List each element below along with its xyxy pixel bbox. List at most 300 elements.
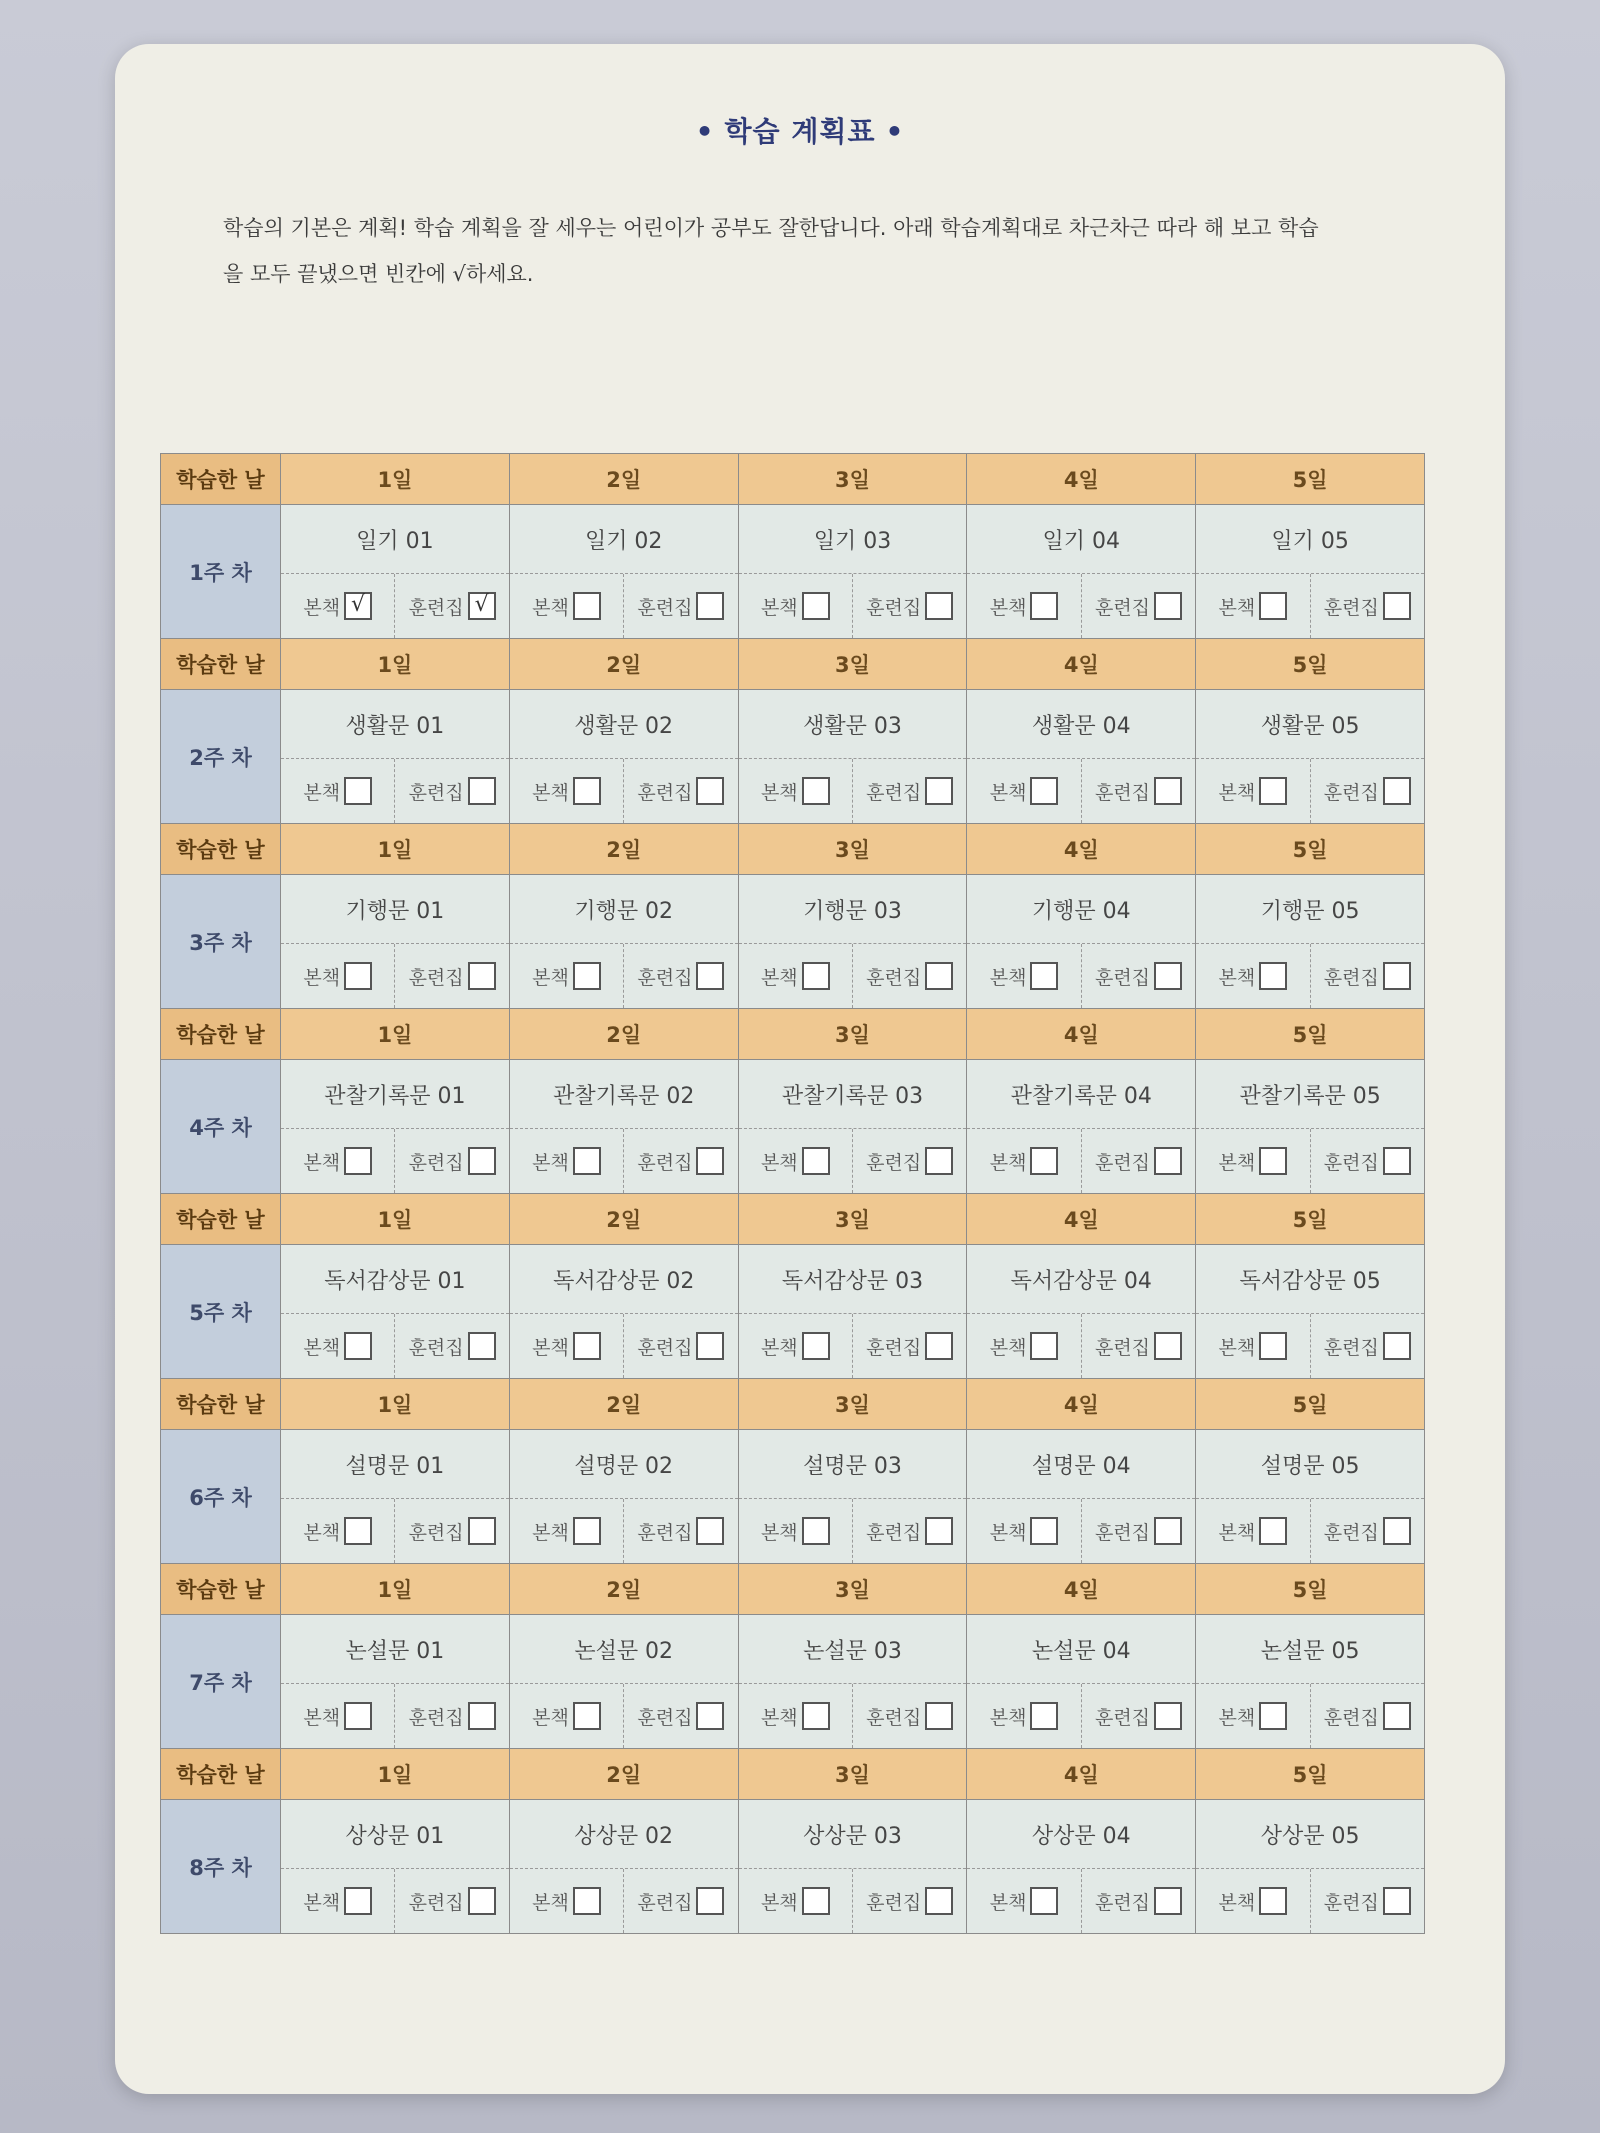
book-label: 본책 [989, 966, 1027, 989]
book-checkbox[interactable] [344, 1702, 372, 1730]
workbook-check-item [623, 944, 737, 1008]
book-check-item [1196, 1869, 1309, 1933]
check-pair [510, 1869, 738, 1933]
workbook-label: 훈련집 [637, 1336, 693, 1359]
lesson-title: 논설문 02 [509, 1615, 738, 1684]
lesson-title: 설명문 02 [509, 1430, 738, 1499]
workbook-checkbox[interactable] [925, 1517, 953, 1545]
book-checkbox[interactable] [1030, 962, 1058, 990]
book-check-item [967, 1499, 1080, 1563]
check-pair [281, 1129, 509, 1193]
workbook-check-item [1081, 1499, 1195, 1563]
workbook-checkbox[interactable] [1383, 1887, 1411, 1915]
book-checkbox[interactable] [344, 1887, 372, 1915]
book-checkbox[interactable] [1259, 1702, 1287, 1730]
workbook-check-item [1310, 759, 1424, 823]
check-pair [1196, 1499, 1424, 1563]
day-label: 2일 [509, 454, 738, 505]
day-label: 1일 [281, 1009, 510, 1060]
book-checkbox[interactable] [1030, 1887, 1058, 1915]
lesson-title: 논설문 05 [1196, 1615, 1425, 1684]
book-check-item [1196, 1684, 1309, 1748]
book-check-item [510, 574, 623, 638]
book-checkbox[interactable] [1259, 1332, 1287, 1360]
book-check-item [739, 1499, 852, 1563]
workbook-check-item [623, 1499, 737, 1563]
day-label: 5일 [1196, 454, 1425, 505]
lesson-title: 상상문 03 [738, 1800, 967, 1869]
book-checkbox[interactable] [1259, 1517, 1287, 1545]
page-title [0, 110, 1600, 150]
workbook-checkbox[interactable] [1154, 1332, 1182, 1360]
check-pair [281, 1684, 509, 1748]
workbook-checkbox[interactable] [925, 1702, 953, 1730]
book-checkbox[interactable] [573, 1702, 601, 1730]
lesson-title: 일기 03 [738, 505, 967, 574]
workbook-checkbox[interactable] [468, 1147, 496, 1175]
workbook-label: 훈련집 [1323, 1891, 1379, 1914]
lesson-title: 관찰기록문 03 [738, 1060, 967, 1129]
check-cell [281, 1129, 510, 1194]
day-label: 3일 [738, 1194, 967, 1245]
workbook-check-item [852, 1499, 966, 1563]
book-label: 본책 [1218, 1151, 1256, 1174]
book-label: 본책 [532, 596, 569, 619]
workbook-label: 훈련집 [1323, 1521, 1379, 1544]
book-label: 본책 [989, 1706, 1027, 1729]
check-cell [738, 1314, 967, 1379]
workbook-label: 훈련집 [637, 1151, 693, 1174]
book-check-item [967, 759, 1080, 823]
check-cell [281, 1869, 510, 1934]
workbook-check-item [623, 759, 737, 823]
workbook-checkbox[interactable] [1154, 592, 1182, 620]
check-pair [281, 1314, 509, 1378]
book-checkbox[interactable] [1259, 962, 1287, 990]
book-check-item [510, 1314, 623, 1378]
week-label: 3주 차 [161, 875, 281, 1009]
workbook-label: 훈련집 [1323, 1336, 1379, 1359]
check-cell [967, 574, 1196, 639]
checkbox-row [161, 1314, 1425, 1379]
workbook-check-item [623, 1314, 737, 1378]
book-checkbox[interactable] [1030, 777, 1058, 805]
lesson-title: 독서감상문 03 [738, 1245, 967, 1314]
book-checkbox[interactable] [344, 1517, 372, 1545]
book-label: 본책 [532, 1706, 569, 1729]
bullet-dot-icon: • [695, 115, 715, 148]
workbook-checkbox[interactable] [1383, 962, 1411, 990]
day-label: 4일 [967, 1749, 1196, 1800]
book-checkbox[interactable] [1030, 1332, 1058, 1360]
book-checkbox[interactable] [1030, 592, 1058, 620]
workbook-check-item [623, 1129, 737, 1193]
book-checkbox[interactable] [1030, 1517, 1058, 1545]
day-label: 5일 [1196, 824, 1425, 875]
book-check-item [1196, 944, 1309, 1008]
check-pair [510, 1684, 738, 1748]
workbook-check-item [1081, 759, 1195, 823]
study-day-label: 학습한 날 [161, 824, 281, 875]
day-label: 5일 [1196, 1194, 1425, 1245]
study-day-label: 학습한 날 [161, 1379, 281, 1430]
day-label: 5일 [1196, 1379, 1425, 1430]
workbook-label: 훈련집 [408, 1706, 464, 1729]
book-checkbox[interactable] [802, 1517, 830, 1545]
book-check-item [967, 1129, 1080, 1193]
check-cell [509, 1314, 738, 1379]
workbook-check-item [394, 574, 508, 638]
check-cell [509, 574, 738, 639]
workbook-check-item [852, 1684, 966, 1748]
lesson-title: 상상문 05 [1196, 1800, 1425, 1869]
workbook-check-item [623, 1869, 737, 1933]
check-pair [510, 944, 738, 1008]
book-check-item [281, 1869, 394, 1933]
book-label: 본책 [532, 1521, 569, 1544]
bullet-dot-icon: • [885, 115, 905, 148]
workbook-label: 훈련집 [408, 596, 464, 619]
workbook-check-item [852, 944, 966, 1008]
workbook-label: 훈련집 [1094, 1706, 1151, 1729]
book-checkbox[interactable] [1259, 592, 1287, 620]
book-checkbox[interactable] [573, 1147, 601, 1175]
lesson-title: 생활문 03 [738, 690, 967, 759]
book-label: 본책 [760, 596, 798, 619]
check-pair [967, 1129, 1195, 1193]
day-label: 3일 [738, 1009, 967, 1060]
workbook-checkbox[interactable] [468, 1887, 496, 1915]
book-label: 본책 [989, 1151, 1027, 1174]
book-check-item [739, 1869, 852, 1933]
lesson-title: 설명문 04 [967, 1430, 1196, 1499]
check-cell [1196, 1129, 1425, 1194]
workbook-label: 훈련집 [1094, 966, 1151, 989]
workbook-checkbox[interactable] [925, 1887, 953, 1915]
lesson-title: 기행문 05 [1196, 875, 1425, 944]
book-label: 본책 [303, 966, 341, 989]
book-check-item [281, 1314, 394, 1378]
book-label: 본책 [303, 596, 341, 619]
lesson-title: 생활문 02 [509, 690, 738, 759]
check-pair [1196, 1684, 1424, 1748]
check-cell [509, 1129, 738, 1194]
day-label: 5일 [1196, 1749, 1425, 1800]
book-checkbox[interactable] [802, 592, 830, 620]
workbook-check-item [394, 1684, 508, 1748]
workbook-label: 훈련집 [1094, 1336, 1151, 1359]
book-checkbox[interactable] [1259, 777, 1287, 805]
book-check-item [281, 1129, 394, 1193]
check-pair [510, 759, 738, 823]
day-label: 2일 [509, 1564, 738, 1615]
book-check-item [967, 944, 1080, 1008]
workbook-label: 훈련집 [866, 1336, 922, 1359]
book-check-item [739, 1684, 852, 1748]
book-checkbox[interactable] [344, 1332, 372, 1360]
day-label: 5일 [1196, 1009, 1425, 1060]
check-pair [739, 1684, 967, 1748]
workbook-checkbox[interactable] [696, 1887, 724, 1915]
book-check-item [510, 759, 623, 823]
book-check-item [1196, 574, 1309, 638]
workbook-checkbox[interactable] [696, 1517, 724, 1545]
day-label: 2일 [509, 639, 738, 690]
book-check-item [1196, 759, 1309, 823]
week-label: 1주 차 [161, 505, 281, 639]
book-checkbox[interactable] [573, 1332, 601, 1360]
check-pair [739, 1314, 967, 1378]
check-pair [510, 1499, 738, 1563]
book-check-item [739, 944, 852, 1008]
check-pair [281, 574, 509, 638]
book-label: 본책 [760, 1521, 798, 1544]
book-check-item [967, 1684, 1080, 1748]
workbook-check-item [852, 1129, 966, 1193]
workbook-label: 훈련집 [1094, 596, 1151, 619]
workbook-label: 훈련집 [408, 1151, 464, 1174]
study-day-label: 학습한 날 [161, 639, 281, 690]
book-checkbox[interactable] [1030, 1147, 1058, 1175]
check-pair [739, 1869, 967, 1933]
checkbox-row [161, 1869, 1425, 1934]
workbook-checkbox[interactable] [696, 592, 724, 620]
check-cell [967, 944, 1196, 1009]
workbook-checkbox[interactable] [925, 1332, 953, 1360]
lesson-row [161, 1060, 1425, 1129]
book-check-item [510, 1684, 623, 1748]
workbook-check-item [394, 1499, 508, 1563]
lesson-title: 설명문 05 [1196, 1430, 1425, 1499]
study-day-label: 학습한 날 [161, 1009, 281, 1060]
workbook-checkbox[interactable] [1154, 1517, 1182, 1545]
workbook-label: 훈련집 [637, 596, 693, 619]
lesson-title: 독서감상문 05 [1196, 1245, 1425, 1314]
check-pair [967, 944, 1195, 1008]
book-checkbox[interactable] [1259, 1887, 1287, 1915]
book-check-item [1196, 1499, 1309, 1563]
book-label: 본책 [303, 1151, 341, 1174]
day-label: 1일 [281, 1379, 510, 1430]
check-cell [281, 944, 510, 1009]
workbook-check-item [1081, 1869, 1195, 1933]
day-label: 4일 [967, 1564, 1196, 1615]
study-plan-table [160, 453, 1425, 1934]
workbook-check-item [852, 759, 966, 823]
book-checkbox[interactable] [802, 1147, 830, 1175]
workbook-checkbox[interactable] [925, 592, 953, 620]
lesson-title: 일기 05 [1196, 505, 1425, 574]
book-check-item [1196, 1314, 1309, 1378]
workbook-label: 훈련집 [1094, 1151, 1151, 1174]
book-label: 본책 [303, 1891, 341, 1914]
workbook-checkbox[interactable] [1383, 592, 1411, 620]
check-pair [1196, 759, 1424, 823]
workbook-label: 훈련집 [866, 1706, 922, 1729]
book-check-item [510, 1869, 623, 1933]
book-checkbox[interactable] [1030, 1702, 1058, 1730]
day-label: 4일 [967, 1009, 1196, 1060]
check-cell [509, 1684, 738, 1749]
lesson-title: 논설문 04 [967, 1615, 1196, 1684]
book-checkbox[interactable] [344, 1147, 372, 1175]
day-label: 2일 [509, 1379, 738, 1430]
checkbox-row [161, 574, 1425, 639]
day-label: 3일 [738, 824, 967, 875]
workbook-label: 훈련집 [1094, 1521, 1151, 1544]
workbook-check-item [1310, 1684, 1424, 1748]
check-cell [509, 1869, 738, 1934]
workbook-checkbox[interactable] [468, 1517, 496, 1545]
book-check-item [281, 759, 394, 823]
day-label: 4일 [967, 1194, 1196, 1245]
workbook-checkbox[interactable] [696, 962, 724, 990]
workbook-checkbox[interactable] [696, 1147, 724, 1175]
lesson-title: 생활문 05 [1196, 690, 1425, 759]
day-header-row [161, 1009, 1425, 1060]
check-pair [1196, 574, 1424, 638]
book-check-item [967, 1314, 1080, 1378]
book-label: 본책 [303, 1336, 341, 1359]
workbook-label: 훈련집 [1323, 781, 1379, 804]
workbook-checkbox[interactable] [468, 777, 496, 805]
lesson-title: 일기 02 [509, 505, 738, 574]
check-cell [281, 1499, 510, 1564]
day-label: 4일 [967, 824, 1196, 875]
day-label: 1일 [281, 1749, 510, 1800]
check-cell [738, 1684, 967, 1749]
check-cell [738, 574, 967, 639]
lesson-row [161, 1430, 1425, 1499]
check-pair [1196, 1129, 1424, 1193]
check-cell [281, 1314, 510, 1379]
lesson-title: 상상문 01 [281, 1800, 510, 1869]
book-checkbox[interactable]: √ [344, 592, 372, 620]
book-check-item [967, 574, 1080, 638]
book-label: 본책 [989, 596, 1027, 619]
day-label: 1일 [281, 1194, 510, 1245]
workbook-check-item [394, 1129, 508, 1193]
book-label: 본책 [532, 1891, 569, 1914]
book-checkbox[interactable] [802, 1887, 830, 1915]
book-checkbox[interactable] [573, 777, 601, 805]
workbook-check-item [852, 1314, 966, 1378]
checkbox-row [161, 759, 1425, 824]
workbook-label: 훈련집 [637, 1891, 693, 1914]
check-pair [739, 1499, 967, 1563]
workbook-checkbox[interactable] [696, 1702, 724, 1730]
workbook-checkbox[interactable] [925, 1147, 953, 1175]
lesson-title: 관찰기록문 04 [967, 1060, 1196, 1129]
lesson-title: 생활문 01 [281, 690, 510, 759]
workbook-checkbox[interactable] [1383, 1517, 1411, 1545]
book-checkbox[interactable] [573, 962, 601, 990]
workbook-checkbox[interactable] [925, 962, 953, 990]
workbook-checkbox[interactable] [925, 777, 953, 805]
workbook-checkbox[interactable] [1154, 1887, 1182, 1915]
book-checkbox[interactable] [344, 962, 372, 990]
check-cell [1196, 759, 1425, 824]
book-checkbox[interactable] [573, 1887, 601, 1915]
workbook-label: 훈련집 [1094, 1891, 1151, 1914]
workbook-check-item [852, 574, 966, 638]
check-cell [1196, 1684, 1425, 1749]
workbook-label: 훈련집 [1094, 781, 1151, 804]
check-pair [281, 1869, 509, 1933]
lesson-title: 기행문 02 [509, 875, 738, 944]
check-pair [739, 944, 967, 1008]
check-cell [509, 1499, 738, 1564]
check-pair [967, 1869, 1195, 1933]
workbook-checkbox[interactable] [1154, 1147, 1182, 1175]
workbook-checkbox[interactable] [1154, 777, 1182, 805]
workbook-checkbox[interactable] [696, 777, 724, 805]
book-checkbox[interactable] [802, 1702, 830, 1730]
workbook-checkbox[interactable] [1154, 1702, 1182, 1730]
check-pair [967, 1499, 1195, 1563]
workbook-checkbox[interactable] [1154, 962, 1182, 990]
week-label: 2주 차 [161, 690, 281, 824]
book-check-item [510, 1499, 623, 1563]
lesson-title: 기행문 01 [281, 875, 510, 944]
lesson-title: 독서감상문 01 [281, 1245, 510, 1314]
book-checkbox[interactable] [1259, 1147, 1287, 1175]
lesson-title: 일기 01 [281, 505, 510, 574]
book-checkbox[interactable] [802, 777, 830, 805]
book-checkbox[interactable] [802, 962, 830, 990]
workbook-checkbox[interactable]: √ [468, 592, 496, 620]
workbook-label: 훈련집 [1323, 596, 1379, 619]
intro-text [223, 205, 1413, 297]
workbook-check-item [1081, 1684, 1195, 1748]
book-checkbox[interactable] [344, 777, 372, 805]
day-label: 4일 [967, 454, 1196, 505]
check-pair [1196, 1869, 1424, 1933]
workbook-label: 훈련집 [408, 781, 464, 804]
study-day-label: 학습한 날 [161, 1564, 281, 1615]
check-pair [281, 759, 509, 823]
workbook-checkbox[interactable] [468, 1702, 496, 1730]
workbook-check-item [1310, 1869, 1424, 1933]
check-pair [281, 1499, 509, 1563]
workbook-label: 훈련집 [1323, 1151, 1379, 1174]
workbook-checkbox[interactable] [1383, 1147, 1411, 1175]
check-pair [510, 1314, 738, 1378]
book-checkbox[interactable] [802, 1332, 830, 1360]
book-check-item [510, 1129, 623, 1193]
book-checkbox[interactable] [573, 1517, 601, 1545]
check-cell [967, 1869, 1196, 1934]
workbook-check-item [1310, 574, 1424, 638]
book-label: 본책 [303, 1521, 341, 1544]
workbook-check-item [1310, 944, 1424, 1008]
day-label: 3일 [738, 639, 967, 690]
workbook-checkbox[interactable] [1383, 777, 1411, 805]
workbook-checkbox[interactable] [468, 962, 496, 990]
lesson-title: 논설문 01 [281, 1615, 510, 1684]
workbook-checkbox[interactable] [468, 1332, 496, 1360]
workbook-checkbox[interactable] [1383, 1702, 1411, 1730]
checkbox-row [161, 1684, 1425, 1749]
book-label: 본책 [532, 1336, 569, 1359]
workbook-checkbox[interactable] [1383, 1332, 1411, 1360]
workbook-check-item [852, 1869, 966, 1933]
book-checkbox[interactable] [573, 592, 601, 620]
check-pair [739, 1129, 967, 1193]
lesson-title: 기행문 03 [738, 875, 967, 944]
workbook-checkbox[interactable] [696, 1332, 724, 1360]
lesson-row [161, 690, 1425, 759]
